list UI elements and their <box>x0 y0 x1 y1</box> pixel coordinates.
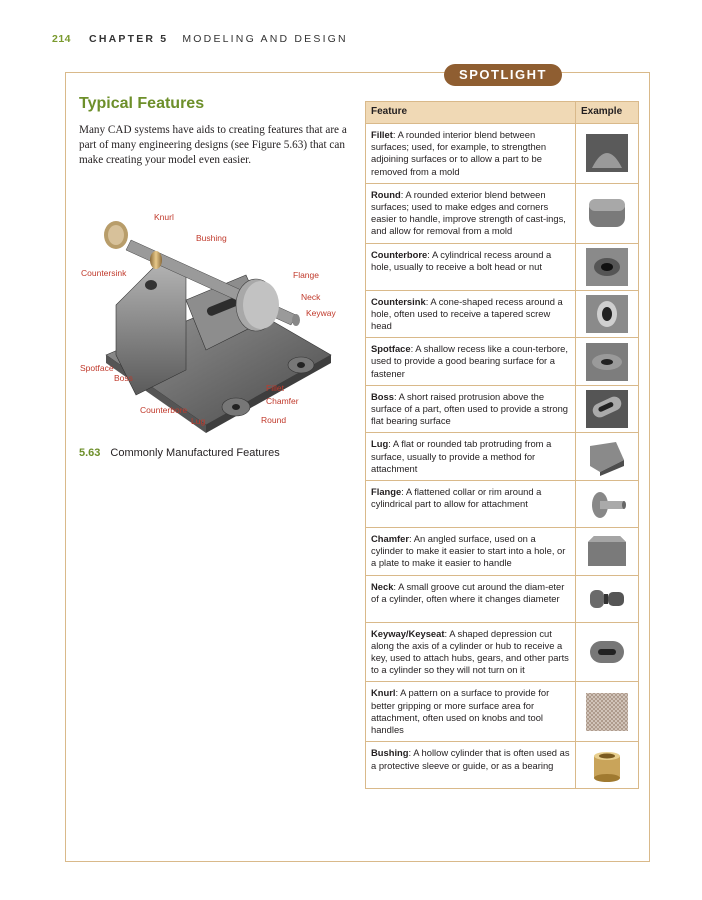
example-cell <box>576 183 639 243</box>
figure-caption <box>79 447 280 459</box>
feature-text: : A flat or rounded tab protruding from a surface, usually to provide a method for attachment <box>371 438 552 474</box>
feature-desc <box>366 528 576 576</box>
spotlight-badge: SPOTLIGHT <box>444 64 562 86</box>
example-cell <box>576 433 639 481</box>
feature-desc <box>366 124 576 184</box>
table-header-row <box>366 102 639 124</box>
flange-example-icon <box>586 485 628 523</box>
table-row <box>366 528 639 576</box>
table-row <box>366 290 639 338</box>
table-row <box>366 243 639 290</box>
example-cell <box>576 682 639 742</box>
table-row <box>366 433 639 481</box>
feature-desc <box>366 682 576 742</box>
feature-text: : A shallow recess like a coun-terbore, used to provide a good bearing surface for a fastener <box>371 343 568 379</box>
lug-example-icon <box>586 438 628 476</box>
example-cell <box>576 575 639 622</box>
feature-desc <box>366 338 576 386</box>
feature-desc <box>366 481 576 528</box>
table-row <box>366 575 639 622</box>
feature-desc <box>366 243 576 290</box>
feature-term: Countersink <box>371 295 426 307</box>
feature-term: Counterbore <box>371 248 428 260</box>
table-row <box>366 481 639 528</box>
figure-caption-text: Commonly Manufactured Features <box>110 447 280 459</box>
fillet-example-icon <box>586 134 628 172</box>
feature-desc <box>366 385 576 433</box>
label-bushing: Bushing <box>196 233 227 243</box>
feature-text: : A flattened collar or rim around a cylindrical part to allow for attachment <box>371 486 542 510</box>
feature-text: : A cylindrical recess around a hole, usually to receive a bolt head or nut <box>371 248 552 272</box>
feature-text: : A small groove cut around the diam-eter of a cylinder, often where it changes diameter <box>371 580 565 604</box>
table-row <box>366 742 639 789</box>
label-flange: Flange <box>293 270 319 280</box>
feature-term: Fillet <box>371 129 393 140</box>
table-row <box>366 682 639 742</box>
feature-desc <box>366 183 576 243</box>
label-counterbore: Counterbore <box>140 405 188 415</box>
feature-term: Round <box>371 188 401 200</box>
table-row <box>366 124 639 184</box>
feature-desc <box>366 433 576 481</box>
bushing-example-icon <box>586 746 628 784</box>
feature-desc <box>366 575 576 622</box>
label-chamfer: Chamfer <box>266 396 299 406</box>
header-example: Example <box>576 102 639 124</box>
feature-desc <box>366 622 576 682</box>
example-cell <box>576 290 639 338</box>
feature-text: : A rounded interior blend between surfaces; used, for example, to strengthen adjoining surfaces or to allow a part to be removed from a mold <box>371 129 547 177</box>
label-fillet: Fillet <box>266 383 284 393</box>
label-lug: Lug <box>191 416 206 426</box>
chamfer-example-icon <box>586 532 628 570</box>
feature-term: Spotface <box>371 343 411 355</box>
running-head <box>52 33 348 45</box>
keyway-example-icon <box>586 633 628 671</box>
feature-term: Flange <box>371 486 402 498</box>
example-cell <box>576 528 639 576</box>
feature-text: : A short raised protrusion above the surface of a part, often used to provide a strong flat bearing surface <box>371 390 568 427</box>
figure-5-63 <box>76 205 356 440</box>
label-keyway: Keyway <box>306 308 336 318</box>
neck-example-icon <box>586 580 628 618</box>
intro-paragraph: Many CAD systems have aids to creating features that are a part of many engineering designs (see Figure 5.63) that can make creating your model even easier. <box>79 124 347 166</box>
feature-text: : A pattern on a surface to provide for better gripping or more surface area for attachment, often used on knobs and tool handles <box>371 687 550 736</box>
figure-number: 5.63 <box>79 447 101 459</box>
feature-term: Knurl <box>371 687 396 699</box>
example-cell <box>576 124 639 184</box>
table-row <box>366 622 639 682</box>
knurl-example-icon <box>586 693 628 731</box>
feature-text: : A hollow cylinder that is often used as a protective sleeve or guide, or as a bearing <box>371 747 570 771</box>
feature-term: Boss <box>371 390 394 402</box>
table-row <box>366 183 639 243</box>
features-table <box>365 101 639 789</box>
header-feature: Feature <box>366 102 576 124</box>
example-cell <box>576 385 639 433</box>
feature-term: Keyway/Keyseat <box>371 627 445 639</box>
example-cell <box>576 243 639 290</box>
feature-term: Chamfer <box>371 533 410 545</box>
label-boss: Boss <box>114 373 133 383</box>
chapter-title: MODELING AND DESIGN <box>182 33 348 45</box>
label-spotface: Spotface <box>80 363 114 373</box>
chapter-label: CHAPTER 5 <box>89 33 169 45</box>
label-neck: Neck <box>301 292 321 302</box>
example-cell <box>576 481 639 528</box>
feature-text: : A shaped depression cut along the axis of a cylinder or hub to receive a key, used to attach hubs, gears, and other parts to a cylinder so they will not turn on it <box>371 627 569 676</box>
example-cell <box>576 338 639 386</box>
example-cell <box>576 622 639 682</box>
feature-desc <box>366 742 576 789</box>
feature-term: Bushing <box>371 747 409 759</box>
feature-term: Neck <box>371 580 394 592</box>
round-example-icon <box>586 194 628 232</box>
table-row <box>366 385 639 433</box>
feature-text: : A cone-shaped recess around a hole, often used to receive a tapered screw head <box>371 295 563 332</box>
section-title: Typical Features <box>79 95 205 112</box>
label-countersink: Countersink <box>81 268 127 278</box>
label-knurl: Knurl <box>154 212 174 222</box>
feature-term: Lug <box>371 438 389 450</box>
table-row <box>366 338 639 386</box>
countersink-example-icon <box>586 295 628 333</box>
page-number: 214 <box>52 33 72 45</box>
feature-text: : An angled surface, used on a cylinder to make it easier to start into a hole, or a plate to make it easier to handle <box>371 533 566 569</box>
example-cell <box>576 742 639 789</box>
boss-example-icon <box>586 390 628 428</box>
feature-desc <box>366 290 576 338</box>
counterbore-example-icon <box>586 248 628 286</box>
feature-text: : A rounded exterior blend between surfaces; used to make edges and corners easier to handle, improve strength of cast-ings, and allow for removal from a mold <box>371 188 566 237</box>
label-round: Round <box>261 415 287 425</box>
spotface-example-icon <box>586 343 628 381</box>
